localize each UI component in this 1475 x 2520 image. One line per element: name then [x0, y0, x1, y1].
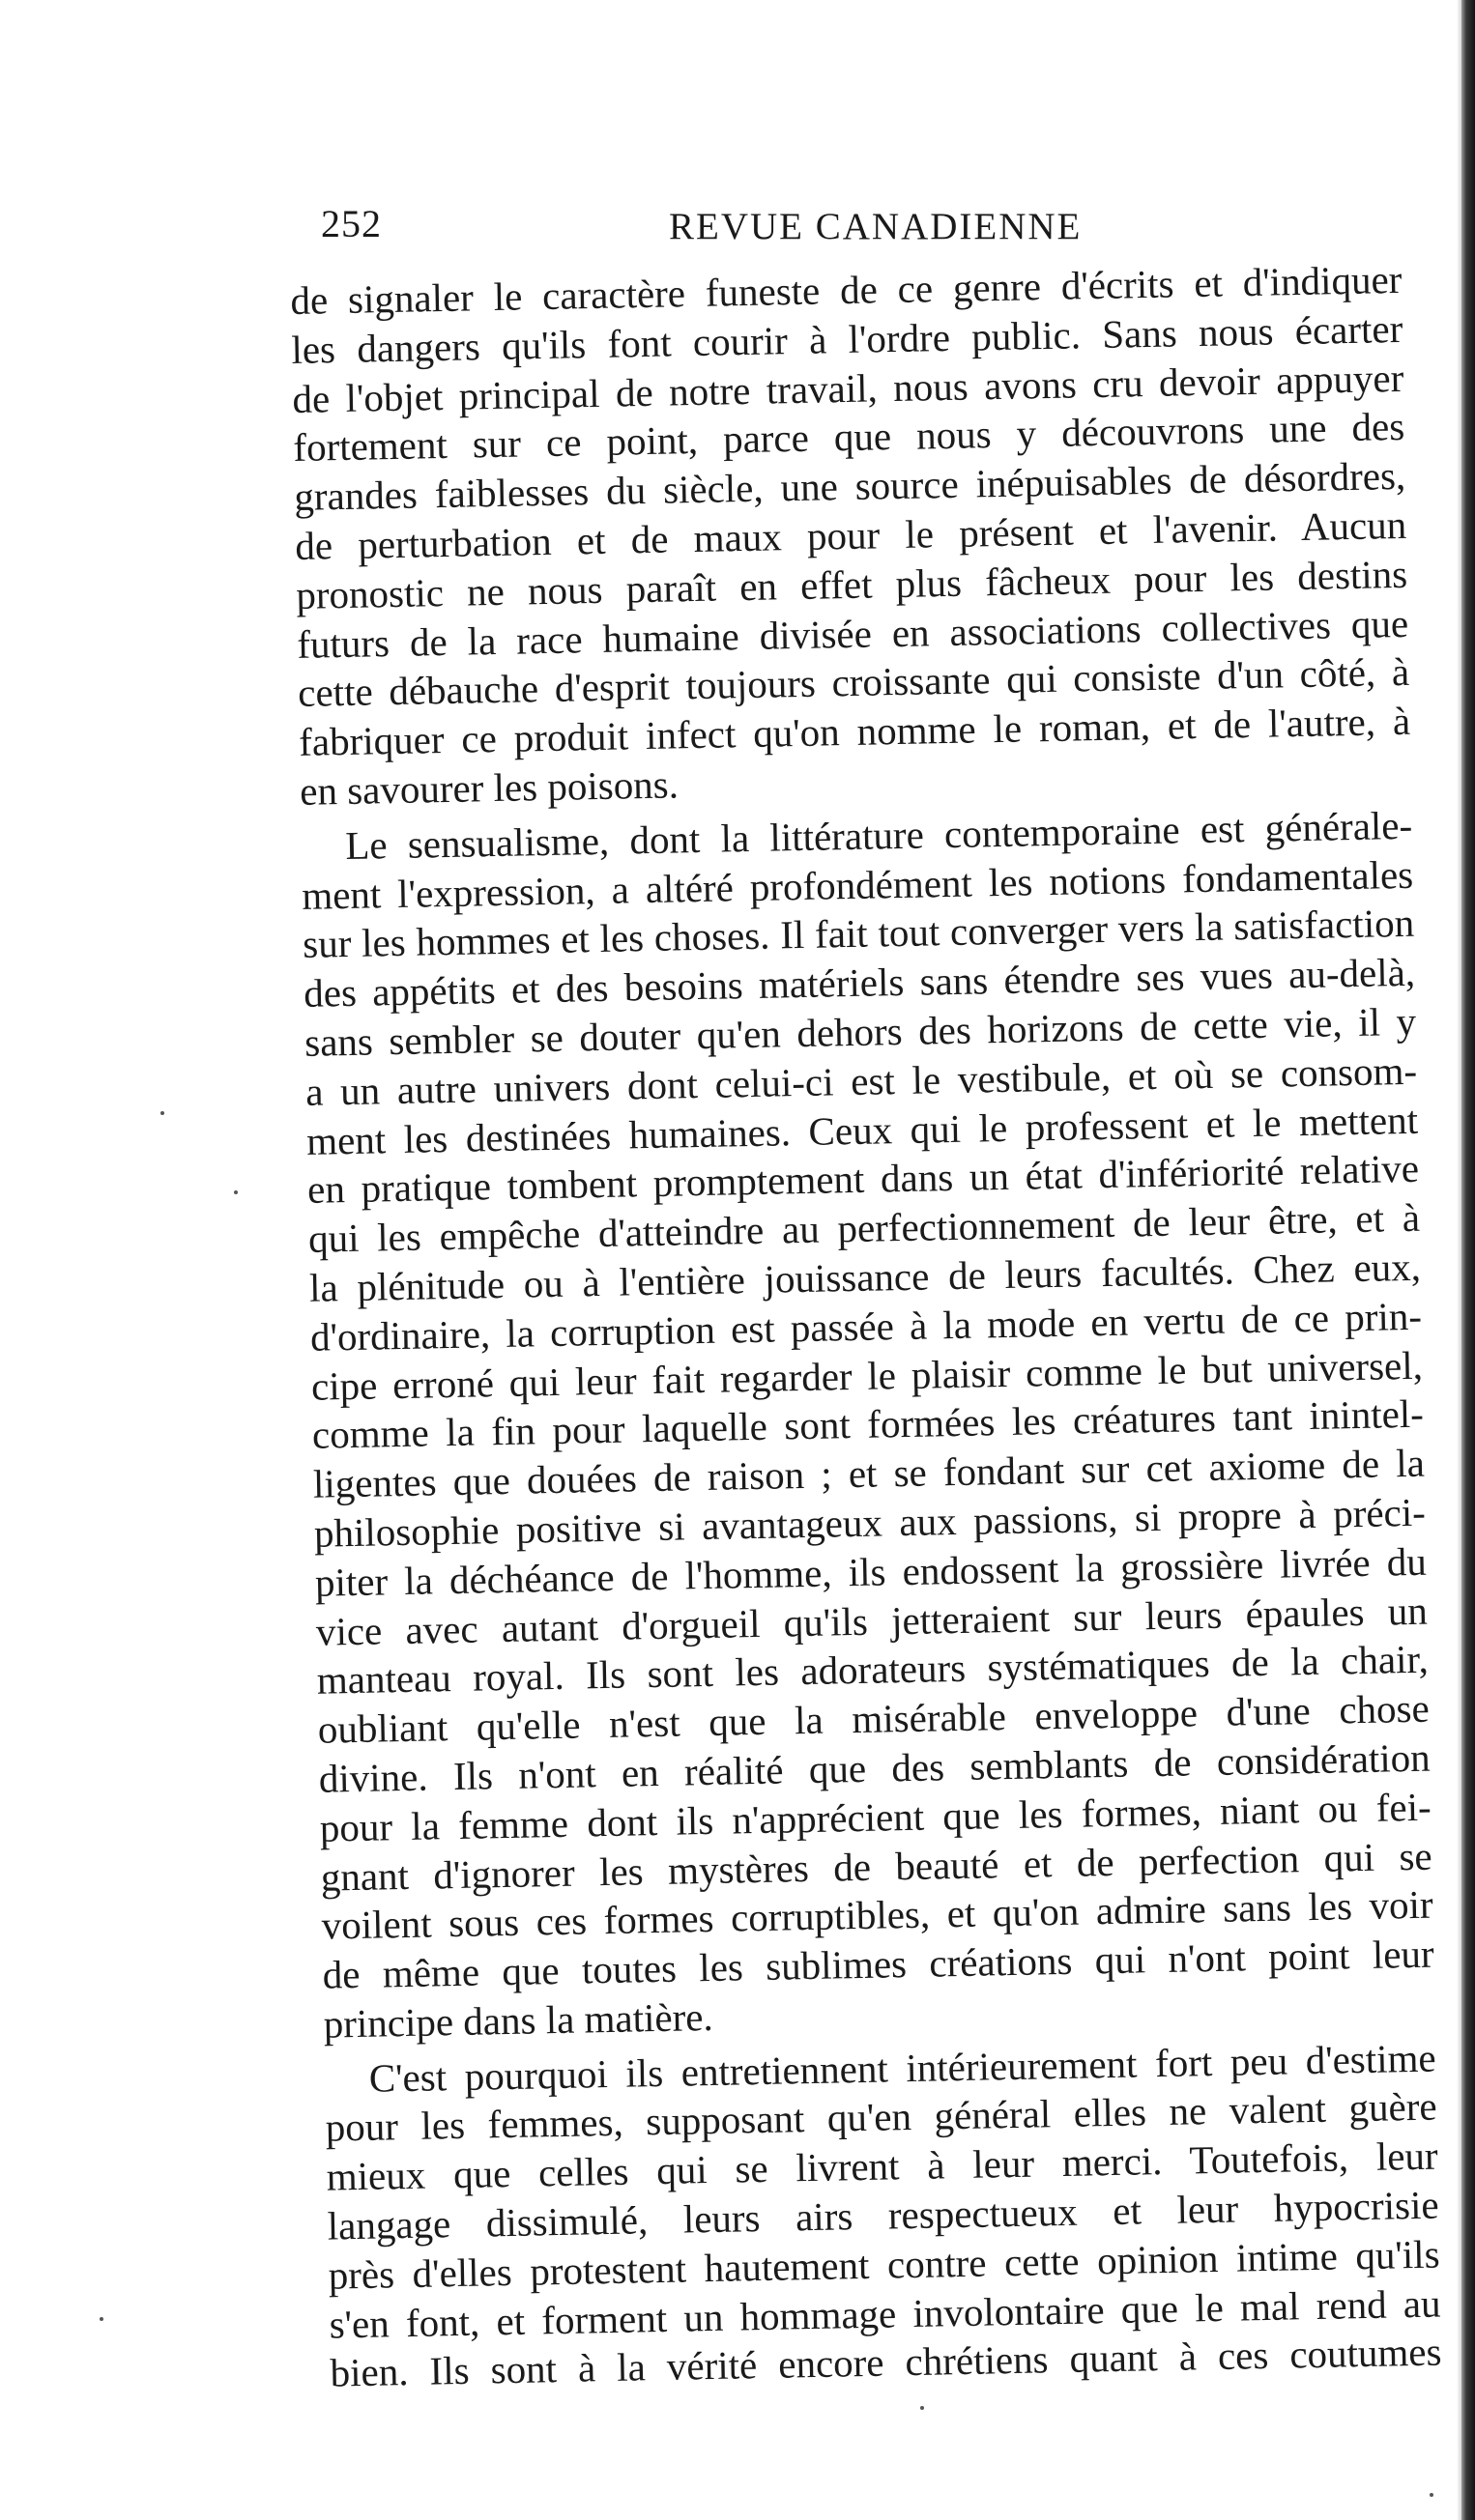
text-line: ment les destinées humaines. Ceux qui le professent et le mettent	[305, 1097, 1419, 1163]
text-line: pour les femmes, supposant qu'en général elles ne valent guère	[325, 2084, 1438, 2151]
page-number: 252	[321, 202, 382, 245]
text-line: la plénitude ou à l'entière jouissance de leurs facultés. Chez eux,	[308, 1244, 1422, 1310]
text-line: philosophie positive si avantageux aux passions, si propre à préci-	[313, 1489, 1427, 1556]
text-line: mieux que celles qui se livrent à leur merci. Toutefois, leur	[326, 2133, 1438, 2199]
text-line: pronostic ne nous paraît en effet plus fâcheux pour les destins	[295, 551, 1408, 617]
text-line: fabriquer ce produit infect qu'on nomme le roman, et de l'autre, à	[298, 699, 1411, 765]
paragraph-1	[290, 255, 1412, 816]
text-line: des appétits et des besoins matériels sans étendre ses vues au-delà,	[303, 949, 1416, 1017]
text-line: pour la femme dont ils n'apprécient que les formes, niant ou fei-	[319, 1784, 1432, 1850]
text-line: qui les empêche d'atteindre au perfectionnement de leur être, et à	[307, 1194, 1421, 1261]
text-line: de même que toutes les sublimes créations qui n'ont point leur	[322, 1931, 1434, 1997]
text-line: bien. Ils sont à la vérité encore chrétiens quant à ces coutumes	[330, 2329, 1442, 2396]
text-line: comme la fin pour laquelle sont formées les créatures tant inintel-	[311, 1391, 1425, 1458]
scan-speck	[100, 2317, 103, 2321]
text-line: principe dans la matière.	[323, 1993, 714, 2047]
scan-speck	[160, 1111, 164, 1115]
text-line: oubliant qu'elle n'est que la misérable enveloppe d'une chose	[317, 1685, 1431, 1752]
text-line: de l'objet principal de notre travail, nous avons cru devoir appuyer	[291, 355, 1404, 421]
text-line: cipe erroné qui leur fait regarder le plaisir comme le but universel,	[310, 1342, 1424, 1409]
running-head	[321, 201, 1403, 259]
text-line: fortement sur ce point, parce que nous y découvrons une des	[292, 404, 1405, 471]
paragraph-3	[324, 2033, 1442, 2398]
text-line: de signaler le caractère funeste de ce genre d'écrits et d'indiquer	[290, 256, 1403, 323]
scan-speck	[920, 2406, 924, 2410]
text-line: s'en font, et forment un hommage involontaire que le mal rend au	[329, 2280, 1441, 2347]
text-line: manteau royal. Ils sont les adorateurs systématiques de la chair,	[316, 1636, 1430, 1704]
text-line: piter la déchéance de l'homme, ils endossent la grossière livrée du	[314, 1538, 1428, 1605]
text-line: Le sensualisme, dont la littérature contemporaine est générale-	[344, 802, 1413, 868]
text-line: de perturbation et de maux pour le présent et l'avenir. Aucun	[294, 501, 1407, 568]
body-text	[290, 255, 1442, 2398]
text-line: en pratique tombent promptement dans un état d'infériorité relative	[306, 1146, 1420, 1213]
text-line: C'est pourquoi ils entretiennent intérieurement fort peu d'estime	[368, 2035, 1437, 2101]
text-line: les dangers qu'ils font courir à l'ordre public. Sans nous écarter	[291, 305, 1403, 372]
paragraph-2	[301, 801, 1435, 2049]
binding-edge	[1461, 0, 1475, 2520]
text-line: voilent sous ces formes corruptibles, et qu'on admire sans les voir	[321, 1881, 1434, 1948]
text-line: près d'elles protestent hautement contre cette opinion intime qu'ils	[328, 2231, 1440, 2298]
text-line: gnant d'ignorer les mystères de beauté et de perfection qui se	[320, 1833, 1433, 1900]
text-line: sur les hommes et les choses. Il fait tout converger vers la satisfaction	[302, 901, 1415, 967]
text-line: vice avec autant d'orgueil qu'ils jetteraient sur leurs épaules un	[315, 1588, 1429, 1654]
scan-speck	[1430, 2493, 1433, 2497]
text-line: divine. Ils n'ont en réalité que des semblants de considération	[318, 1734, 1432, 1801]
text-line: ment l'expression, a altéré profondément les notions fondamentales	[301, 851, 1414, 918]
text-line: sans sembler se douter qu'en dehors des horizons de cette vie, il y	[304, 998, 1417, 1065]
text-line: cette débauche d'esprit toujours croissante qui consiste d'un côté, à	[297, 649, 1410, 716]
text-line: ligentes que douées de raison ; et se fondant sur cet axiome de la	[312, 1440, 1426, 1506]
text-line: d'ordinaire, la corruption est passée à la mode en vertu de ce prin-	[309, 1293, 1423, 1360]
text-line: a un autre univers dont celui-ci est le vestibule, et où se consom-	[304, 1047, 1418, 1114]
text-line: langage dissimulé, leurs airs respectueux et leur hypocrisie	[327, 2182, 1439, 2248]
scan-speck	[234, 1190, 238, 1194]
text-line: futurs de la race humaine divisée en associations collectives que	[296, 600, 1409, 667]
text-line: grandes faiblesses du siècle, une source inépuisables de désordres,	[293, 453, 1406, 520]
text-line: en savourer les poisons.	[299, 761, 680, 814]
running-title: REVUE CANADIENNE	[669, 206, 1083, 247]
